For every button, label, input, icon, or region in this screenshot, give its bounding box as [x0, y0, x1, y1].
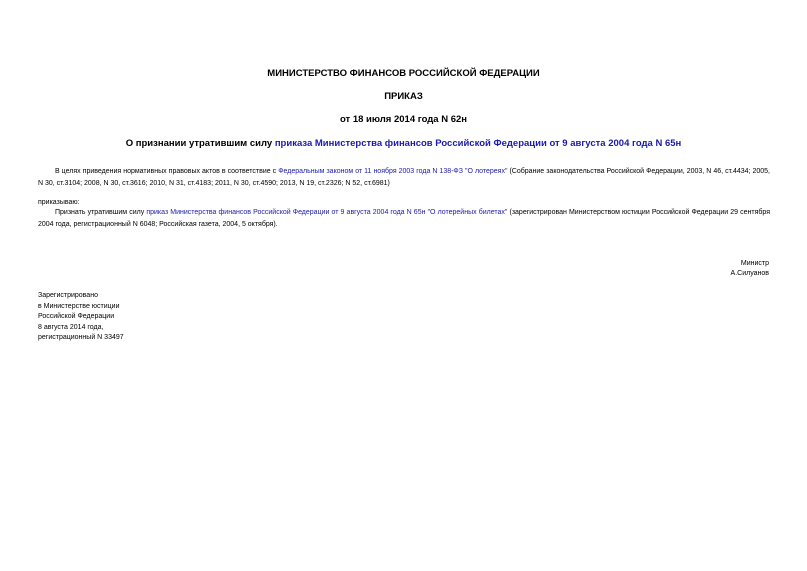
signatory-name: А.Силуанов: [730, 270, 769, 277]
title-prefix: О признании утратившим силу: [125, 138, 275, 149]
registration-line: регистрационный N 33497: [38, 334, 124, 341]
title-order-link[interactable]: приказа Министерства финансов Российской Федерации от 9 августа 2004 года N 65н: [274, 138, 682, 149]
ministry-heading: МИНИСТЕРСТВО ФИНАНСОВ РОССИЙСКОЙ ФЕДЕРАЦИИ: [267, 68, 540, 79]
federal-law-link[interactable]: Федеральным законом от 11 ноября 2003 года N 138-ФЗ "О лотереях": [278, 168, 508, 175]
registration-block: [38, 291, 124, 344]
document-title: [0, 138, 807, 149]
order-word: приказываю:: [38, 199, 80, 206]
operative-paragraph: [38, 207, 770, 231]
registration-line: Зарегистрировано: [38, 292, 98, 299]
registration-line: в Министерстве юстиции: [38, 302, 120, 310]
preamble-text-after: (Собрание законодательства Российской Федерации, 2003, N 46, ст.4434; 2005, N 30, ст.3104; 2008, N 30, ст.3616; 2010, N 31, ст.4183; 2011, N 30, ст.4590; 2013, N 19, ст.2326; N 52, ст.6981): [38, 168, 770, 187]
operative-text-after: (зарегистрирован Министерством юстиции Российской Федерации 29 сентября 2004 года, регистрационный N 6048; Российская газета, 2004, 5 октября).: [38, 209, 770, 228]
registration-line: 8 августа 2014 года,: [38, 323, 104, 331]
registration-line: Российской Федерации: [38, 313, 115, 320]
preamble-paragraph: [38, 166, 770, 190]
revoked-order-link[interactable]: приказ Министерства финансов Российской Федерации от 9 августа 2004 года N 65н "О лотерейных билетах": [146, 209, 508, 216]
operative-text-before: Признать утратившим силу: [55, 209, 147, 216]
date-number-heading: от 18 июля 2014 года N 62н: [339, 114, 468, 125]
signatory-position: Министр: [740, 260, 769, 267]
preamble-text-before: В целях приведения нормативных правовых актов в соответствие с: [55, 168, 279, 175]
doc-type-heading: ПРИКАЗ: [384, 91, 423, 102]
